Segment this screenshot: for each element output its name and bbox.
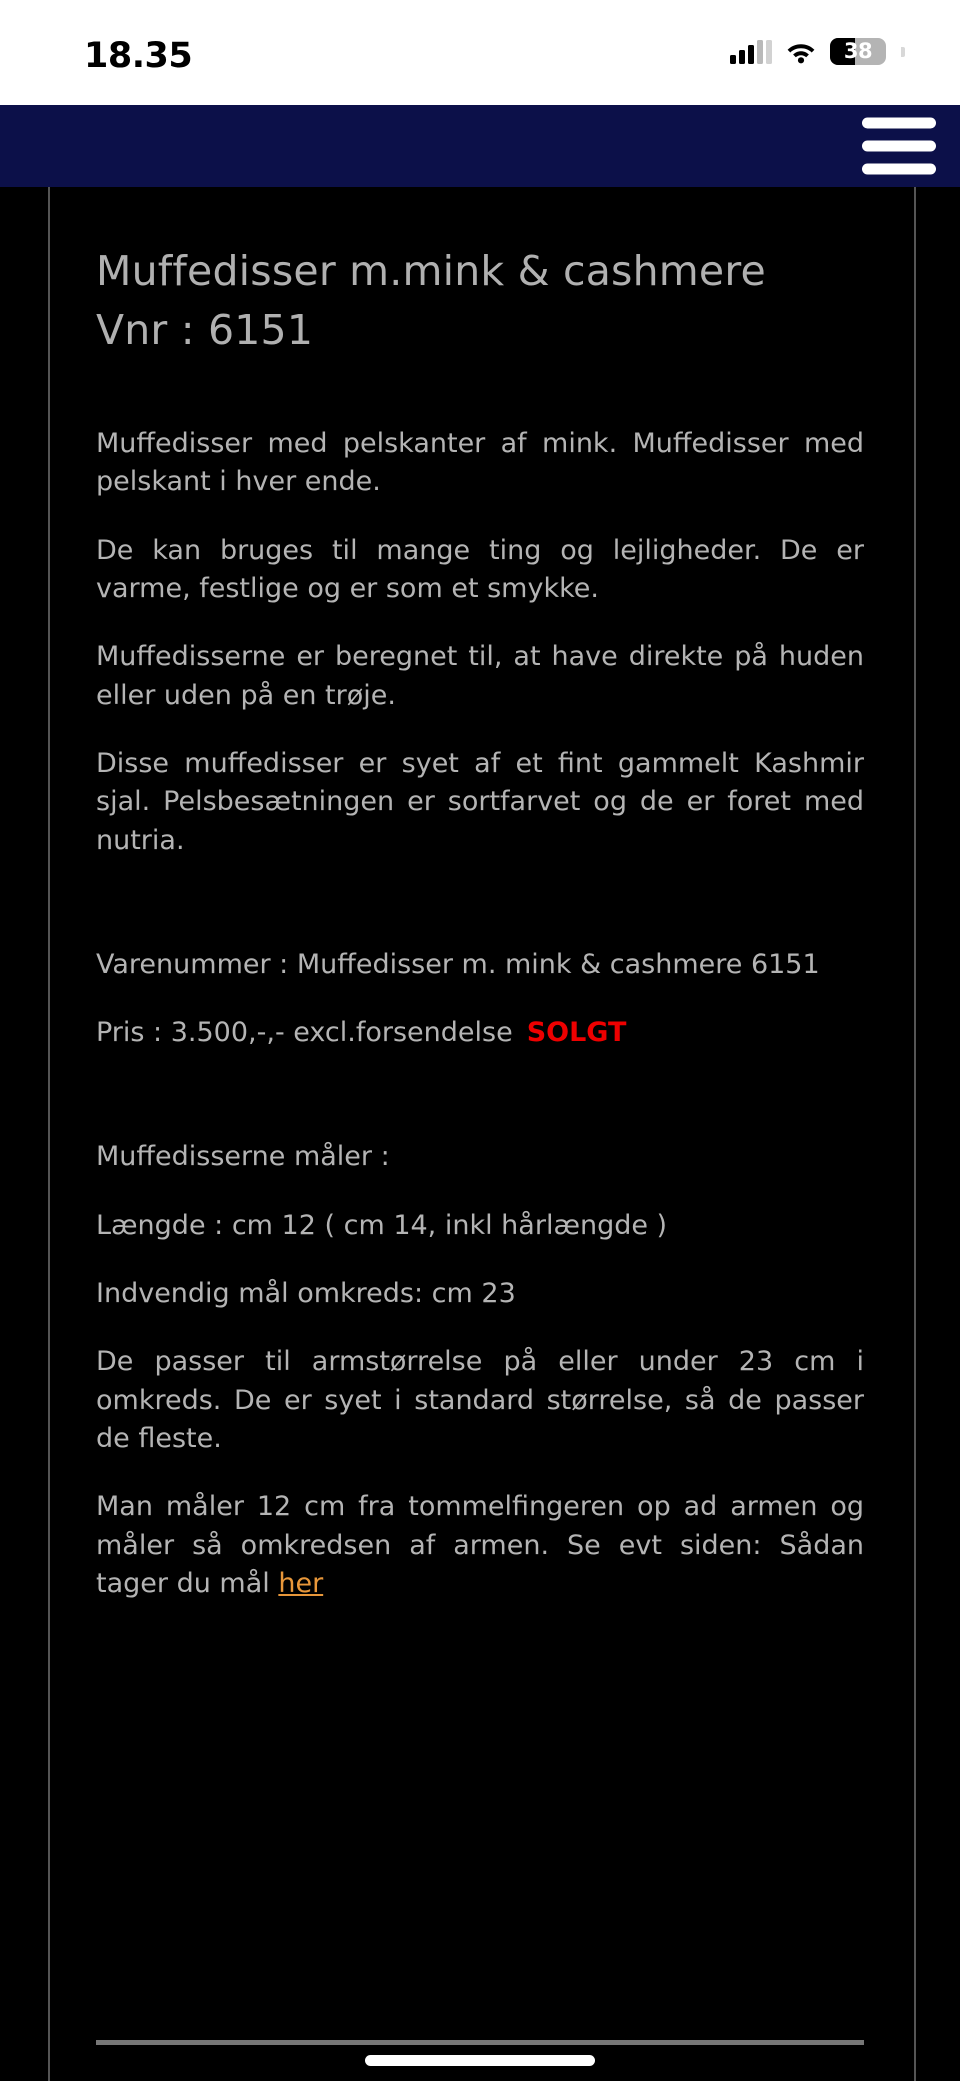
cellular-signal-icon [730,40,772,64]
battery-terminal-icon [901,47,905,57]
page-body [0,187,960,2081]
page-title [96,242,864,361]
fit-note: De passer til armstørrelse på eller under 23 cm i omkreds. De er syet i standard størrelse, så de passer de fleste. [96,1346,864,1455]
ios-home-indicator[interactable] [365,2055,595,2066]
product-title-line-1: Muffedisser m.mink & cashmere [96,247,766,295]
status-bar-time: 18.35 [84,36,193,76]
status-bar-indicators [730,38,905,65]
content-column [96,187,864,1603]
price-row [96,1014,864,1052]
hamburger-menu-icon[interactable] [862,118,936,175]
spacer [96,890,864,946]
status-badge-solgt: SOLGT [526,1017,627,1049]
item-number-text: Varenummer : Muffedisser m. mink & cashmere 6151 [96,948,820,980]
measurement-circumference: Indvendig mål omkreds: cm 23 [96,1278,516,1310]
product-description [96,425,864,1604]
howto-measure-link[interactable]: her [278,1568,324,1600]
description-paragraph-4: Disse muffedisser er syet af et fint gammelt Kashmir sjal. Pelsbesætningen er sortfarvet og de er foret med nutria. [96,747,864,856]
spacer [96,1082,864,1138]
description-paragraph-3: Muffedisserne er beregnet til, at have direkte på huden eller uden på en trøje. [96,641,864,711]
product-item-number-line: Vnr : 6151 [96,306,314,355]
right-border-rail [914,187,916,2081]
description-paragraph-2: De kan bruges til mange ting og lejligheder. De er varme, festlige og er som et smykke. [96,534,864,604]
site-header [0,105,960,187]
battery-percent-label: 38 [843,39,873,63]
ios-status-bar [0,0,960,105]
howto-measure-paragraph [96,1488,864,1603]
wifi-icon [786,40,816,64]
measurement-length: Længde : cm 12 ( cm 14, inkl hårlængde ) [96,1209,668,1241]
left-border-rail [48,187,50,2081]
price-text: Pris : 3.500,-,- excl.forsendelse [96,1017,513,1049]
footer-divider [96,2040,864,2045]
measurements-heading: Muffedisserne måler : [96,1141,390,1173]
battery-icon [830,38,886,65]
description-paragraph-1: Muffedisser med pelskanter af mink. Muffedisser med pelskant i hver ende. [96,427,864,498]
howto-measure-text: Man måler 12 cm fra tommelfingeren op ad armen og måler så omkredsen af armen. Se evt siden: Sådan tager du mål [96,1491,864,1600]
